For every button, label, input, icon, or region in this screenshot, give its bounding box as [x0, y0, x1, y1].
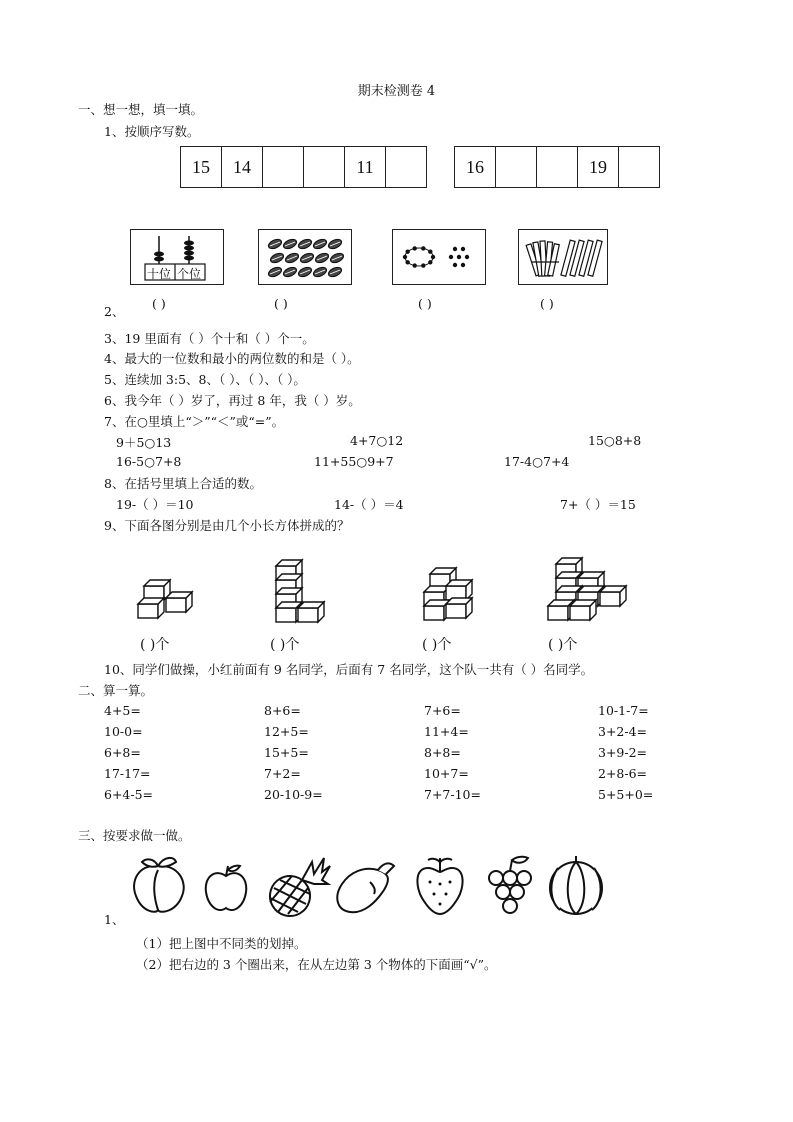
- q2-number: 2、: [104, 304, 125, 319]
- leaves-icon: [259, 230, 351, 284]
- grapes-icon[interactable]: [489, 857, 531, 913]
- q9-label: 9、下面各图分别是由几个小长方体拼成的？: [104, 518, 350, 533]
- q10-text: 10、同学们做操，小红前面有 9 名同学，后面有 7 名同学，这个队一共有（ ）名同学。: [104, 662, 594, 677]
- q7-item[interactable]: 17-4○7+4: [504, 454, 570, 469]
- seq-a-cell[interactable]: [303, 147, 344, 187]
- section-3-heading: 三、按要求做一做。: [78, 828, 191, 843]
- part3-number: 1、: [104, 912, 125, 927]
- block-stack-icon: [266, 552, 346, 632]
- q1-label: 1、按顺序写数。: [104, 124, 200, 139]
- q7-item[interactable]: 9＋5○13: [116, 435, 172, 450]
- calc-item[interactable]: 20-10-9=: [264, 787, 323, 802]
- sticks-picture: [518, 229, 608, 285]
- fruit-row: [128, 852, 628, 918]
- part3-sub1: （1）把上图中不同类的划掉。: [136, 936, 307, 951]
- q8-item[interactable]: 19-（ ）＝10: [116, 497, 194, 512]
- calc-item[interactable]: 17-17=: [104, 766, 151, 781]
- q7-label: 7、在○里填上“＞”“＜”或“=”。: [104, 414, 285, 429]
- q7-item[interactable]: 4+7○12: [350, 433, 404, 448]
- q9-blank[interactable]: ( )个: [422, 637, 452, 653]
- seq-a-cell[interactable]: [262, 147, 303, 187]
- page-title: 期末检测卷 4: [357, 84, 436, 99]
- q7-item[interactable]: 11+55○9+7: [314, 454, 394, 469]
- apple-icon[interactable]: [206, 866, 247, 910]
- q3-text: 3、19 里面有（ ）个十和（ ）个一。: [104, 331, 315, 346]
- peach-icon[interactable]: [134, 858, 184, 912]
- q8-item[interactable]: 7+（ ）＝15: [560, 497, 636, 512]
- q2-blank[interactable]: ( ): [540, 296, 554, 311]
- q9-blank[interactable]: ( )个: [140, 637, 170, 653]
- calc-item[interactable]: 7+2=: [264, 766, 301, 781]
- q2-blank[interactable]: ( ): [274, 296, 288, 311]
- sequence-box-b: [454, 146, 660, 188]
- abacus-ones-label: 个位: [177, 267, 202, 281]
- strawberry-icon[interactable]: [417, 858, 462, 914]
- q6-text: 6、我今年（ ）岁了，再过 8 年，我（ ）岁。: [104, 393, 361, 408]
- part3-sub2: （2）把右边的 3 个圈出来，在从左边第 3 个物体的下面画“√”。: [136, 957, 497, 972]
- calc-item[interactable]: 3+9-2=: [598, 745, 648, 760]
- calc-item[interactable]: 7+7-10=: [424, 787, 481, 802]
- seq-b-cell[interactable]: [618, 147, 659, 187]
- q4-text: 4、最大的一位数和最小的两位数的和是（ ）。: [104, 351, 360, 366]
- seq-b-cell[interactable]: 19: [577, 147, 618, 187]
- calc-item[interactable]: 2+8-6=: [598, 766, 648, 781]
- watermelon-icon[interactable]: [550, 856, 602, 914]
- q7-item[interactable]: 15○8+8: [588, 433, 642, 448]
- calc-item[interactable]: 8+8=: [424, 745, 461, 760]
- seq-b-cell[interactable]: 16: [466, 156, 484, 177]
- calc-item[interactable]: 6+8=: [104, 745, 141, 760]
- q8-label: 8、在括号里填上合适的数。: [104, 476, 262, 491]
- calc-item[interactable]: 5+5+0=: [598, 787, 654, 802]
- q9-blank[interactable]: ( )个: [270, 637, 300, 653]
- calc-item[interactable]: 7+6=: [424, 703, 461, 718]
- seq-b-cell[interactable]: [495, 147, 536, 187]
- calc-item[interactable]: 12+5=: [264, 724, 309, 739]
- leaves-picture: [258, 229, 352, 285]
- abacus-picture: [130, 229, 224, 285]
- dots-picture: [392, 229, 486, 285]
- calc-item[interactable]: 10-0=: [104, 724, 143, 739]
- seq-a-cell[interactable]: 15: [192, 156, 210, 177]
- block-stack-icon: [130, 552, 210, 632]
- seq-b-cell[interactable]: [536, 147, 577, 187]
- q5-text: 5、连续加 3:5、8、（ ）、（ ）、（ ）。: [104, 372, 306, 387]
- q7-item[interactable]: 16-5○7+8: [116, 454, 182, 469]
- section-1-heading: 一、想一想，填一填。: [78, 102, 204, 117]
- seq-a-cell[interactable]: [385, 147, 426, 187]
- eggplant-icon[interactable]: [337, 863, 394, 912]
- q2-blank[interactable]: ( ): [418, 296, 432, 311]
- block-stack-icon: [416, 552, 496, 632]
- block-stack-icon: [540, 552, 630, 632]
- calc-item[interactable]: 6+4-5=: [104, 787, 154, 802]
- q8-item[interactable]: 14-（ ）＝4: [334, 497, 404, 512]
- pineapple-icon[interactable]: [263, 858, 330, 923]
- calc-item[interactable]: 8+6=: [264, 703, 301, 718]
- seq-a-cell[interactable]: 11: [344, 147, 385, 187]
- q9-blank[interactable]: ( )个: [548, 637, 578, 653]
- calc-item[interactable]: 10-1-7=: [598, 703, 649, 718]
- calc-item[interactable]: 15+5=: [264, 745, 309, 760]
- q2-blank[interactable]: ( ): [152, 296, 166, 311]
- sticks-bundle-icon: [519, 230, 607, 284]
- seq-a-cell[interactable]: 14: [221, 147, 262, 187]
- dots-icon: [393, 230, 485, 284]
- calc-item[interactable]: 10+7=: [424, 766, 469, 781]
- calc-item[interactable]: 3+2-4=: [598, 724, 648, 739]
- calc-item[interactable]: 11+4=: [424, 724, 469, 739]
- calc-item[interactable]: 4+5=: [104, 703, 141, 718]
- section-2-heading: 二、算一算。: [78, 683, 154, 698]
- sequence-box-a: [180, 146, 427, 188]
- abacus-tens-label: 十位: [147, 267, 172, 281]
